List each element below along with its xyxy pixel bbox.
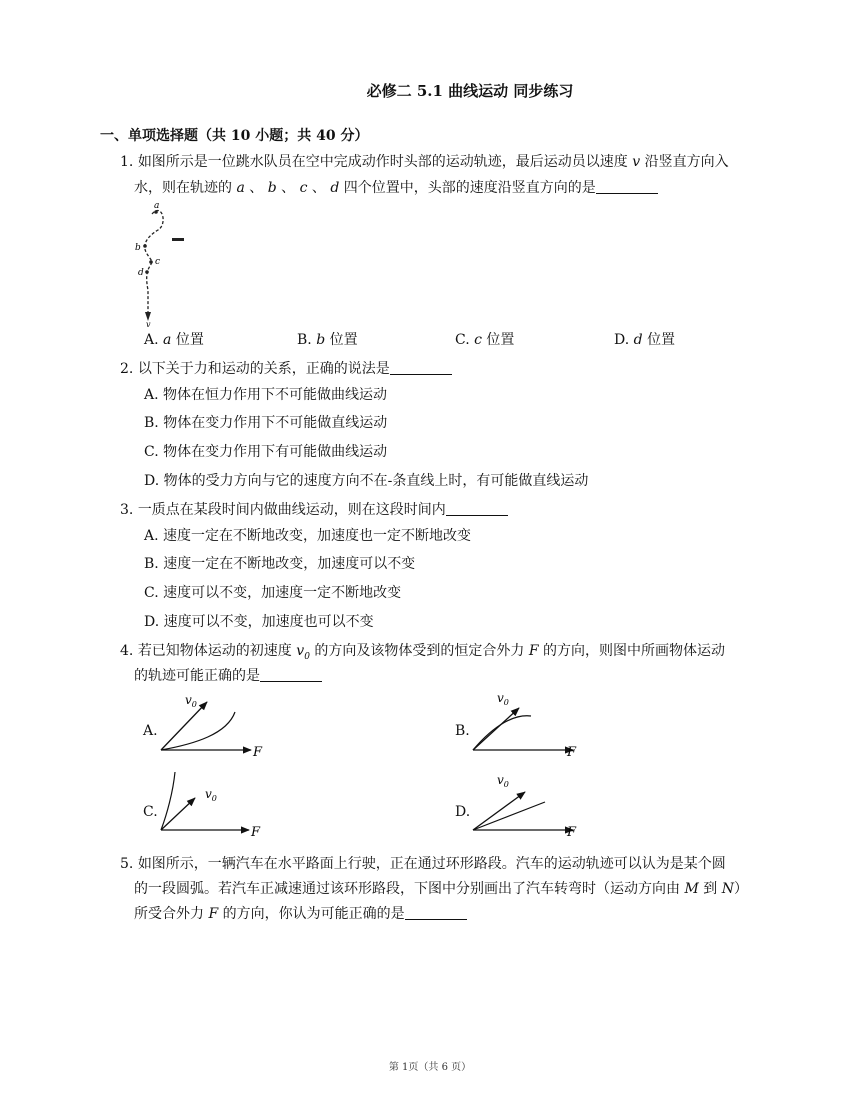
q1-pt-b: b: [267, 180, 277, 196]
q4-answer-blank: [260, 667, 322, 682]
q1-option-b-key: B.: [297, 332, 312, 348]
q1-diving-board: [172, 238, 184, 241]
q4-d-velocity-arrow: [473, 792, 525, 830]
q1-line1-pre: 如图所示是一位跳水队员在空中完成动作时头部的运动轨迹，最后运动员以速度: [137, 154, 628, 170]
q1-line1-post: 沿竖直方向入: [644, 154, 729, 170]
q5-M: M: [684, 881, 699, 897]
q3-option-d[interactable]: D. 速度可以不变，加速度也可以不变: [144, 614, 374, 630]
q4-number: 4.: [120, 643, 134, 659]
q4-a-trajectory: [161, 712, 235, 750]
q1-line2-pre: 水，则在轨迹的: [134, 180, 232, 196]
q4-option-d-figure: [467, 768, 582, 840]
question-1-line2: 水，则在轨迹的 a 、 b 、 c 、 d 四个位置中，头部的速度沿竖直方向的是: [134, 176, 784, 200]
page-footer: 第 1页（共 6 页）: [388, 1062, 472, 1073]
q4-c-v0-label: $v_0$: [205, 787, 217, 803]
q2-option-a[interactable]: A. 物体在恒力作用下不可能做曲线运动: [144, 387, 388, 403]
q1-diver-trajectory-figure: [132, 200, 192, 328]
q4-option-a-figure: [155, 690, 270, 760]
q4-v0-var: v: [296, 643, 305, 659]
question-4-line2: [134, 664, 784, 688]
question-5: [120, 852, 770, 876]
q1-fig-label-a: a: [154, 201, 160, 211]
q4-d-F-label: F: [567, 825, 577, 840]
q2-option-d[interactable]: D. 物体的受力方向与它的速度方向不在-条直线上时，有可能做直线运动: [144, 473, 589, 489]
q4-c-F-label: F: [251, 825, 261, 840]
q3-stem: 一质点在某段时间内做曲线运动，则在这段时间内: [137, 502, 446, 518]
q1-option-b-text: 位置: [329, 332, 358, 348]
q2-stem: 以下关于力和运动的关系，正确的说法是: [137, 361, 390, 377]
q4-F: F: [528, 643, 539, 659]
q4-b-v0-label: $v_0$: [497, 691, 509, 707]
q3-answer-blank: [446, 501, 508, 516]
q4-a-v0-label: $v_0$: [185, 693, 197, 709]
q5-number: 5.: [120, 856, 134, 872]
q1-option-a-text: 位置: [175, 332, 204, 348]
q2-option-b[interactable]: B. 物体在变力作用下不可能做直线运动: [144, 415, 388, 431]
q1-fig-label-c: c: [155, 257, 161, 267]
q1-trajectory-path: [145, 210, 163, 318]
q1-pt-c: c: [299, 180, 308, 196]
section-heading: 一、单项选择题（共 10 小题；共 40 分）: [100, 128, 369, 144]
q2-option-c[interactable]: C. 物体在变力作用下有可能做曲线运动: [144, 444, 388, 460]
question-3: [120, 498, 770, 522]
q4-line1-pre: 若已知物体运动的初速度: [137, 643, 292, 659]
q1-pt-a: a: [236, 180, 245, 196]
q1-fig-label-v: v: [146, 320, 151, 328]
question-2: [120, 357, 770, 381]
question-5-line2: [134, 877, 784, 901]
q4-a-F-label: F: [253, 745, 263, 760]
q4-a-velocity-arrow: [161, 702, 207, 750]
q1-option-c-text: 位置: [486, 332, 515, 348]
q3-option-c[interactable]: C. 速度可以不变，加速度一定不断地改变: [144, 585, 402, 601]
q1-pt-d: d: [330, 180, 340, 196]
q1-option-d[interactable]: [614, 330, 675, 350]
q1-fig-label-d: d: [138, 268, 144, 278]
q5-line2-post: ）: [733, 881, 748, 897]
q1-var-v: v: [632, 154, 641, 170]
q1-point-c-dot: [149, 260, 153, 264]
q4-line2: 的轨迹可能正确的是: [134, 668, 260, 684]
q4-d-v0-label: $v_0$: [497, 773, 509, 789]
q5-answer-blank: [405, 905, 467, 920]
q1-point-d-dot: [145, 270, 149, 274]
q1-option-a-key: A.: [144, 332, 159, 348]
q5-line3-pre: 所受合外力: [134, 906, 204, 922]
q1-option-d-key: D.: [614, 332, 630, 348]
q1-answer-blank: [596, 179, 658, 194]
q4-option-d-label[interactable]: D.: [455, 804, 471, 820]
q1-option-c[interactable]: [455, 330, 514, 350]
q1-option-c-key: C.: [455, 332, 470, 348]
q5-F: F: [208, 906, 219, 922]
q4-line1-mid: 的方向及该物体受到的恒定合外力: [314, 643, 525, 659]
q4-v0-sub: 0: [304, 651, 310, 662]
question-1: [120, 150, 770, 174]
q4-b-trajectory: [473, 716, 531, 750]
q4-option-b-label[interactable]: B.: [455, 723, 470, 739]
q2-number: 2.: [120, 361, 134, 377]
page-title: 必修二 5.1 曲线运动 同步练习: [366, 82, 574, 100]
q1-point-b-dot: [143, 244, 147, 248]
q3-option-b[interactable]: B. 速度一定在不断地改变，加速度可以不变: [144, 556, 416, 572]
q4-option-c-label[interactable]: C.: [143, 804, 158, 820]
q1-number: 1.: [120, 154, 134, 170]
q5-line2-pre: 的一段圆弧。若汽车正减速通过该环形路段，下图中分别画出了汽车转弯时（运动方向由: [134, 881, 680, 897]
q4-option-c-figure: [155, 768, 270, 840]
q4-line1-post: 的方向，则图中所画物体运动: [543, 643, 725, 659]
q5-to: 到: [703, 881, 718, 897]
q5-line3-post: 的方向，你认为可能正确的是: [222, 906, 405, 922]
q5-N: N: [721, 881, 734, 897]
q3-option-a[interactable]: A. 速度一定在不断地改变，加速度也一定不断地改变: [144, 528, 472, 544]
q1-option-d-var: d: [633, 332, 643, 348]
q4-b-velocity-arrow: [473, 708, 519, 750]
q4-d-trajectory: [473, 802, 545, 830]
q2-answer-blank: [390, 360, 452, 375]
q4-option-b-figure: [467, 690, 582, 760]
q1-option-d-text: 位置: [647, 332, 676, 348]
q3-number: 3.: [120, 502, 134, 518]
question-5-line3: [134, 902, 784, 926]
q1-option-b-var: b: [316, 332, 326, 348]
q4-c-trajectory: [161, 772, 175, 830]
q1-option-b[interactable]: [297, 330, 358, 350]
q1-line2-post: 四个位置中，头部的速度沿竖直方向的是: [343, 180, 596, 196]
q4-option-a-label[interactable]: A.: [143, 723, 158, 739]
q4-b-F-label: F: [567, 745, 577, 760]
q1-fig-label-b: b: [135, 243, 141, 253]
q1-option-a[interactable]: [144, 330, 204, 350]
q4-v0: [296, 643, 310, 662]
q5-line1: 如图所示，一辆汽车在水平路面上行驶，正在通过环形路段。汽车的运动轨迹可以认为是某个圆: [137, 856, 726, 872]
q1-option-c-var: c: [474, 332, 482, 348]
q1-option-a-var: a: [163, 332, 172, 348]
